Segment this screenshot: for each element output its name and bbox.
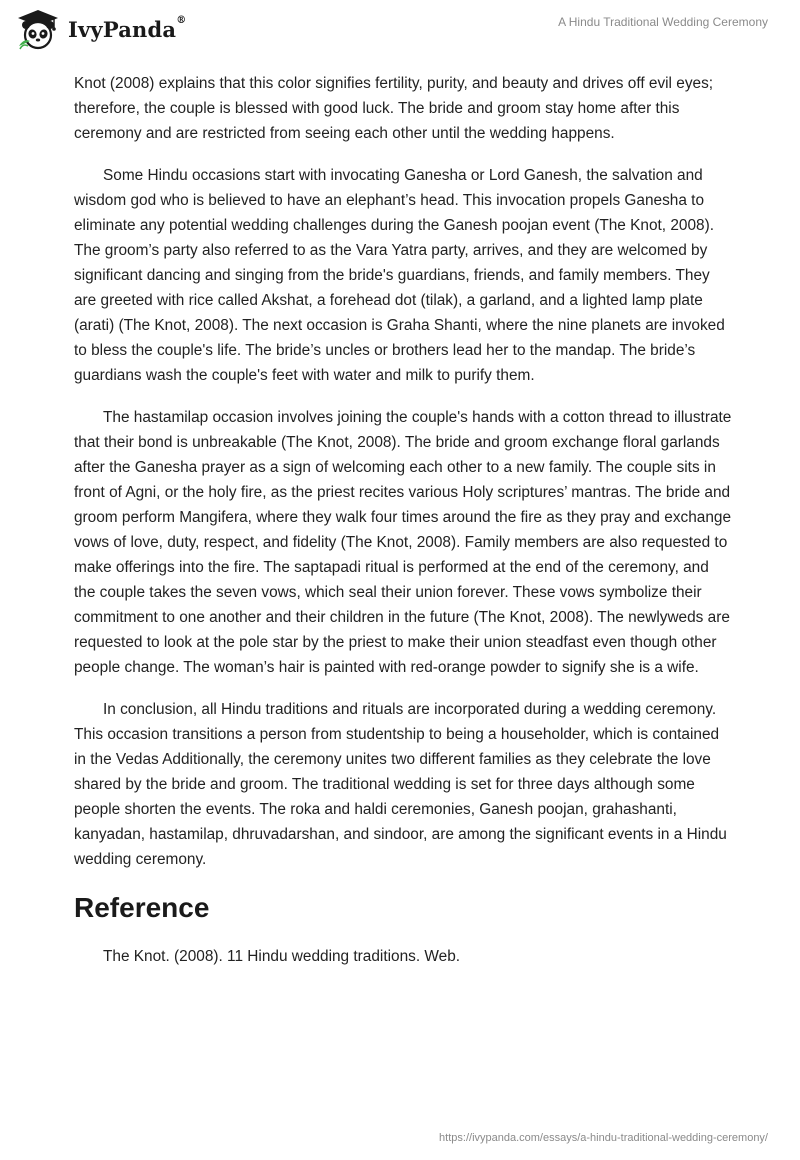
- essay-content: [74, 71, 734, 986]
- paragraph-4: In conclusion, all Hindu traditions and rituals are incorporated during a wedding ceremony. This occasion transitions a person from studentship to being a householder, which is contained in the Vedas Additionally, the ceremony unites two different families as they celebrate the love shared by the bride and groom. The traditional wedding is set for three days although some people shorten the events. The roka and haldi ceremonies, Ganesh poojan, grahashanti, kanyadan, hastamilap, dhruvadarshan, and sindoor, are among the significant events in a Hindu wedding ceremony.: [74, 701, 727, 868]
- logo-wordmark: IvyPanda®: [68, 14, 187, 42]
- document-title: A Hindu Traditional Wedding Ceremony: [558, 15, 768, 29]
- reference-item: The Knot. (2008). 11 Hindu wedding traditions. Web.: [103, 948, 461, 965]
- reference-heading: Reference: [74, 892, 210, 923]
- paragraph-3: The hastamilap occasion involves joining the couple's hands with a cotton thread to illustrate that their bond is unbreakable (The Knot, 2008). The bride and groom exchange floral garlands after the Ganesha prayer as a sign of welcoming each other to a new family. The couple sits in front of Agni, or the holy fire, as the priest recites various Holy scriptures’ mantras. The bride and groom perform Mangifera, where they walk four times around the fire as they pray and exchange vows of love, duty, respect, and fidelity (The Knot, 2008). Family members are also requested to make offerings into the fire. The saptapadi ritual is performed at the end of the ceremony, and the couple takes the seven vows, which seal their union forever. These vows symbolize their commitment to one another and their children in the future (The Knot, 2008). The newlyweds are requested to look at the pole star by the priest to make their union steadfast even though other people change. The woman’s hair is painted with red-orange powder to signify she is a wife.: [74, 409, 732, 676]
- ivypanda-logo[interactable]: [14, 8, 186, 50]
- panda-graduate-icon: [14, 8, 62, 50]
- paragraph-1: Knot (2008) explains that this color signifies fertility, purity, and beauty and drives off evil eyes; therefore, the couple is blessed with good luck. The bride and groom stay home after this ceremony and are restricted from seeing each other until the wedding happens.: [74, 75, 714, 142]
- registered-mark: ®: [176, 14, 187, 26]
- paragraph-2: Some Hindu occasions start with invocating Ganesha or Lord Ganesh, the salvation and wisdom god who is believed to have an elephant’s head. This invocation propels Ganesha to eliminate any potential wedding challenges during the Ganesh poojan event (The Knot, 2008). The groom’s party also referred to as the Vara Yatra party, arrives, and they are welcomed by significant dancing and singing from the bride's guardians, friends, and family members. They are greeted with rice called Akshat, a forehead dot (tilak), a garland, and a lighted lamp plate (arati) (The Knot, 2008). The next occasion is Graha Shanti, where the nine planets are invoked to bless the couple's life. The bride’s uncles or brothers lead her to the mandap. The bride’s guardians wash the couple's feet with water and milk to purify them.: [74, 167, 725, 384]
- source-url-link[interactable]: https://ivypanda.com/essays/a-hindu-traditional-wedding-ceremony/: [439, 1132, 768, 1144]
- page-header: [0, 0, 800, 62]
